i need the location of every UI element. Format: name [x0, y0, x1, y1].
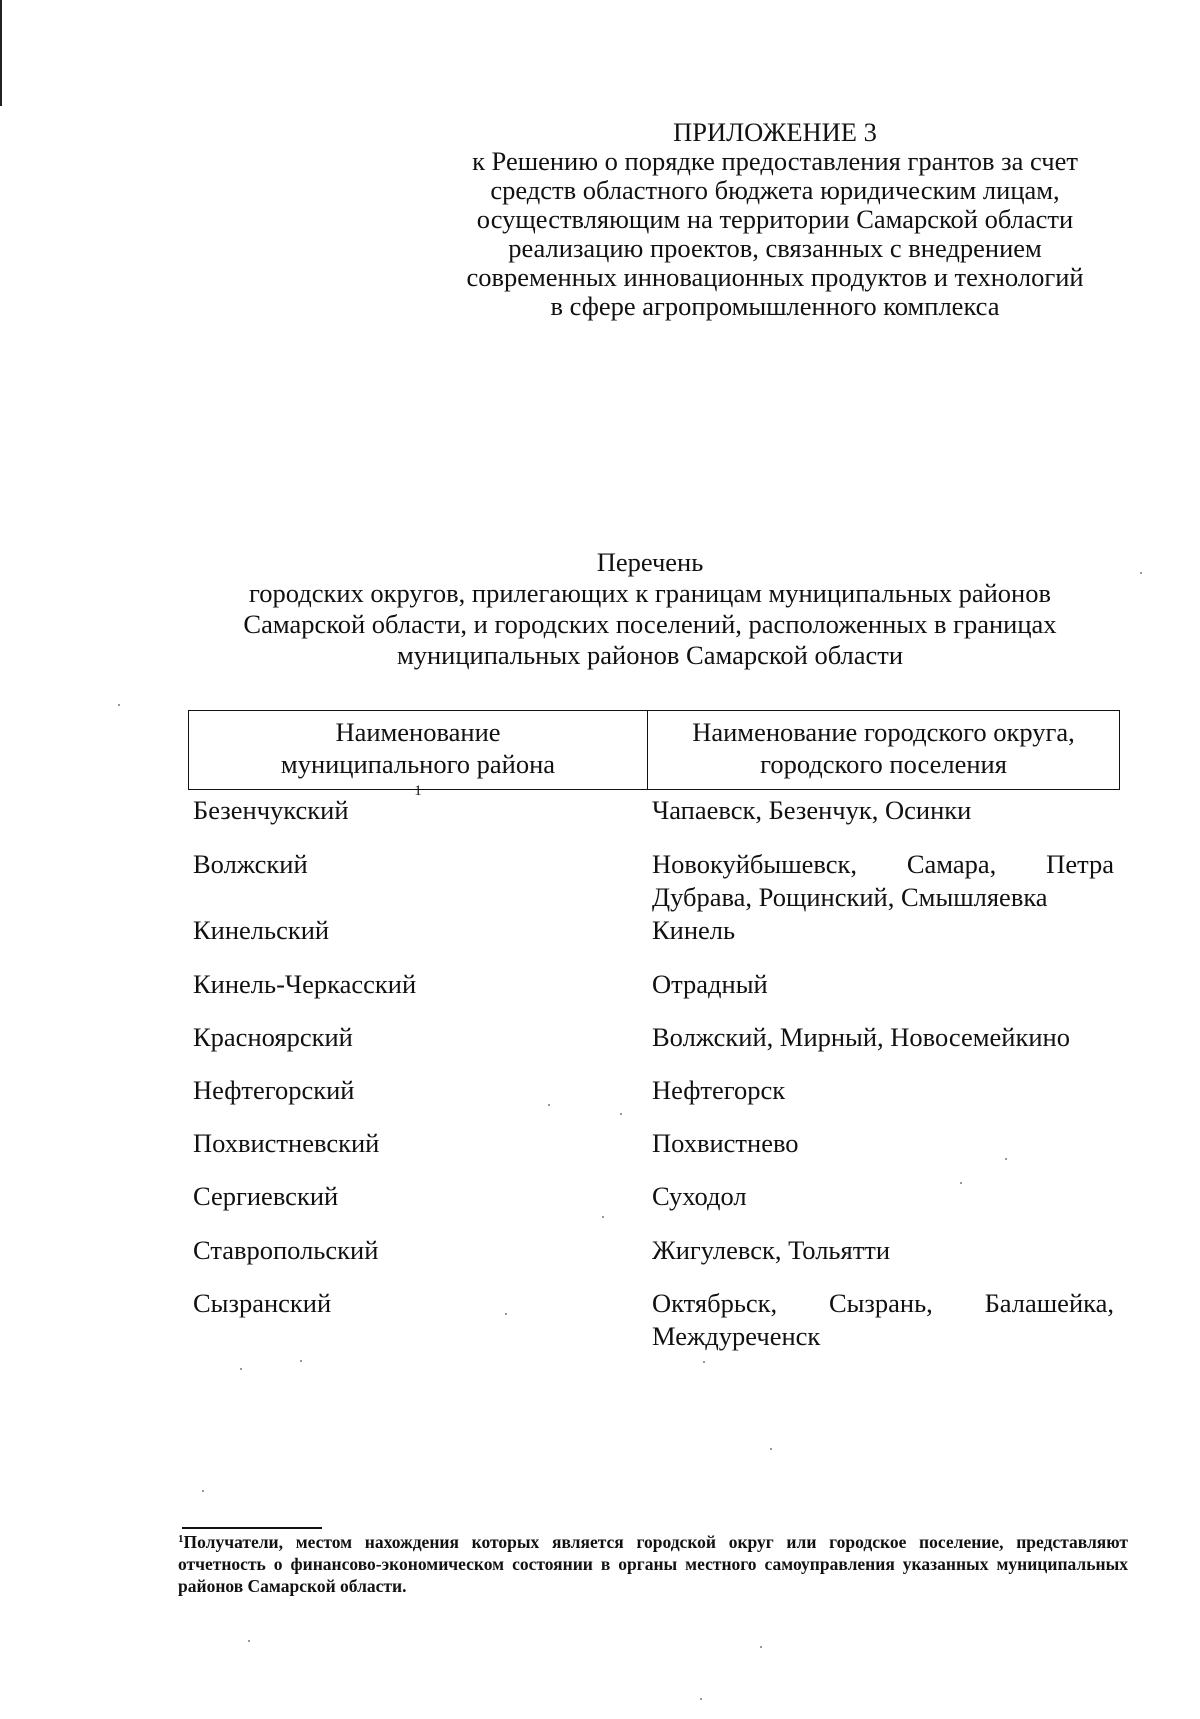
appendix-line: в сфере агропромышленного комплекса	[550, 291, 1000, 321]
table-row	[188, 1234, 1120, 1287]
header-cities	[648, 711, 1119, 789]
list-subtitle-line: муниципальных районов Самарской области	[396, 640, 904, 670]
scan-speck	[202, 1490, 204, 1492]
cities-list: Суходол	[652, 1181, 747, 1211]
district-name: Кинельский	[193, 915, 330, 945]
district-name: Нефтегорский	[193, 1075, 355, 1105]
appendix-line: реализацию проектов, связанных с внедрением	[508, 233, 1042, 263]
table-row	[188, 848, 1120, 914]
table-row	[188, 1127, 1120, 1180]
scan-speck	[620, 1113, 622, 1115]
appendix-title: ПРИЛОЖЕНИЕ 3	[673, 117, 877, 147]
scan-speck	[760, 1646, 762, 1648]
table-row	[188, 968, 1120, 1021]
cities-list: Чапаевск, Безенчук, Осинки	[652, 795, 972, 825]
cities-list: Октябрьск, Сызрань, Балашейка, Междуреченск	[652, 1288, 1114, 1351]
cities-list: Похвистнево	[652, 1128, 799, 1158]
footnote-text: Получатели, местом нахождения которых является городской округ или городское поселение, представляют отчетность о финансово-экономическом состоянии в органы местного самоуправления указанных муниципальных районов Самарской области.	[178, 1532, 1128, 1596]
footnote-number: 1	[178, 1533, 184, 1545]
footnote	[178, 1531, 1128, 1597]
table-row	[188, 1287, 1120, 1357]
list-title: Перечень	[596, 547, 704, 577]
table-row	[188, 914, 1120, 968]
scan-speck	[1140, 572, 1142, 574]
district-name: Волжский	[193, 849, 308, 879]
scan-speck	[770, 1448, 772, 1450]
district-name: Похвистневский	[193, 1128, 380, 1158]
appendix-header	[430, 118, 1120, 321]
cities-list: Жигулевск, Тольятти	[652, 1235, 891, 1265]
appendix-line: средств областного бюджета юридическим лицам,	[490, 175, 1060, 205]
header-district-line1: Наименование	[335, 717, 501, 747]
appendix-line: к Решению о порядке предоставления грантов за счет	[472, 146, 1078, 176]
table-row	[188, 1021, 1120, 1074]
appendix-line: осуществляющим на территории Самарской области	[476, 204, 1074, 234]
scan-edge-mark	[0, 0, 2, 106]
table-row	[188, 794, 1120, 848]
district-name: Безенчукский	[193, 795, 349, 825]
table-body	[188, 794, 1120, 1357]
district-name: Ставропольский	[193, 1235, 379, 1265]
table-header	[188, 710, 1120, 799]
list-heading	[150, 547, 1150, 671]
scan-speck	[240, 1368, 242, 1370]
scan-speck	[248, 1640, 250, 1642]
scan-speck	[700, 1698, 702, 1700]
scan-speck	[548, 1104, 550, 1106]
district-name: Красноярский	[193, 1022, 353, 1052]
cities-list: Отрадный	[652, 969, 768, 999]
scan-speck	[602, 1216, 604, 1218]
table-row	[188, 1074, 1120, 1127]
scan-speck	[300, 1360, 302, 1362]
district-name: Сызранский	[193, 1288, 332, 1318]
scan-speck	[703, 1361, 705, 1363]
header-cities-line2: городского поселения	[760, 749, 1007, 779]
header-district-line2: муниципального района $^1$	[280, 749, 556, 799]
district-name: Сергиевский	[193, 1181, 339, 1211]
cities-list: Новокуйбышевск, Самара, Петра Дубрава, Рощинский, Смышляевка	[652, 849, 1114, 912]
list-subtitle-line: Самарской области, и городских поселений, расположенных в границах	[243, 609, 1057, 639]
scan-speck	[960, 1182, 962, 1184]
cities-list: Кинель	[652, 915, 736, 945]
appendix-line: современных инновационных продуктов и технологий	[466, 262, 1084, 292]
scan-speck	[505, 1313, 507, 1315]
table-row	[188, 1180, 1120, 1234]
cities-list: Волжский, Мирный, Новосемейкино	[652, 1022, 1070, 1052]
cities-list: Нефтегорск	[652, 1075, 786, 1105]
footnote-mark: 1	[414, 783, 422, 799]
district-name: Кинель-Черкасский	[193, 969, 417, 999]
header-cities-line1: Наименование городского округа,	[692, 717, 1075, 747]
footnote-divider	[182, 1527, 322, 1529]
list-subtitle-line: городских округов, прилегающих к границам муниципальных районов	[249, 578, 1051, 608]
scan-speck	[118, 704, 120, 706]
scan-speck	[1005, 1158, 1007, 1160]
header-district	[189, 711, 648, 799]
